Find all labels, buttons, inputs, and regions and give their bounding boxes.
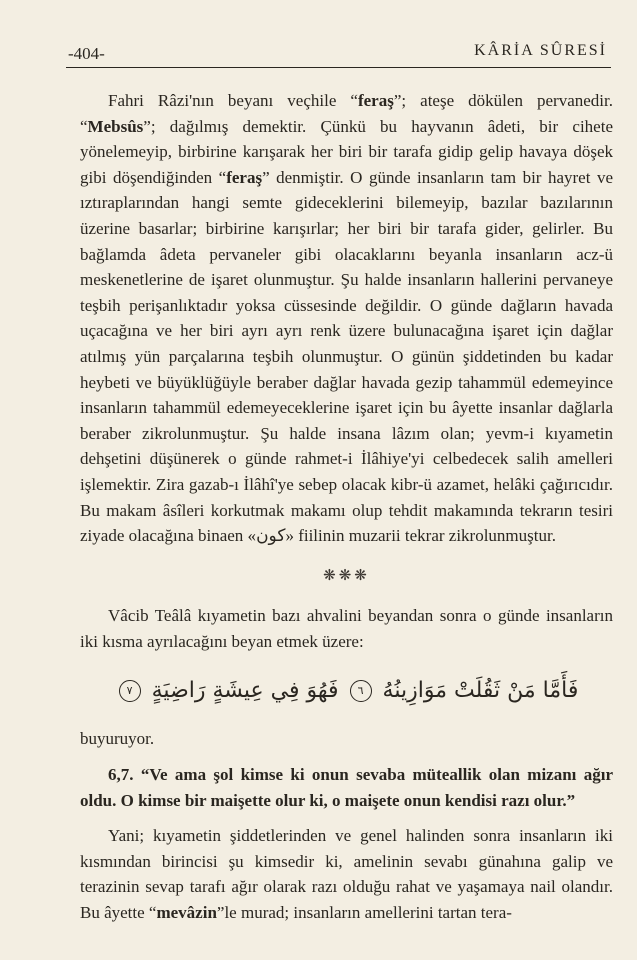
text-run: ”; dağılmış demektir. Çünkü bu hayvanın âdeti, bir cihete yönelemeyip, birbirine karışarak her biri bir tarafa gidip gelip havaya döşek gibi döşendiğinden “ bbox=[80, 116, 613, 187]
bold-term: mevâzin bbox=[156, 903, 217, 923]
page-header bbox=[0, 0, 637, 80]
paragraph-1 bbox=[80, 88, 613, 550]
arabic-word: كون bbox=[256, 526, 286, 547]
page-body bbox=[80, 88, 613, 926]
verse-translation: 6,7. “Ve ama şol kimse ki onun sevaba müteallik olan mizanı ağır oldu. O kimse bir maişette olur ki, o maişete onun kendisi razı olur.” bbox=[80, 765, 613, 810]
page-number: -404- bbox=[68, 44, 105, 63]
bold-term: feraş bbox=[357, 91, 394, 110]
section-separator: ❋❋❋ bbox=[323, 567, 370, 584]
bold-term: Mebsûs bbox=[87, 116, 144, 136]
text-run: Fahri Râzi'nın beyanı veçhile “ bbox=[108, 91, 358, 110]
ayah-number-mark: ٦ bbox=[350, 680, 372, 702]
text-run: » fiilinin muzarii tekrar zikrolunmuştur. bbox=[285, 526, 556, 546]
header-rule bbox=[66, 67, 611, 68]
paragraph-3 bbox=[80, 823, 613, 925]
running-title: KÂRİA SÛRESİ bbox=[474, 42, 607, 59]
verse-part-2: فَهُوَ فِي عِيشَةٍ رَاضِيَةٍ bbox=[151, 678, 339, 704]
verse-part-1: فَأَمَّا مَنْ ثَقُلَتْ مَوَازِينُهُ bbox=[382, 678, 579, 704]
arabic-verse bbox=[80, 672, 613, 710]
paragraph-2: Vâcib Teâlâ kıyametin bazı ahvalini beyandan sonra o günde insanların iki kısma ayrılacağını beyan etmek üzere: bbox=[80, 606, 613, 651]
after-verse-text: buyuruyor. bbox=[80, 729, 155, 749]
text-run: ”le murad; insanların amellerini tartan tera- bbox=[216, 903, 512, 923]
ayah-number-mark: ٧ bbox=[119, 680, 141, 702]
text-run: ”; ateşe dökülen pervanedir. “ bbox=[80, 91, 613, 136]
text-run: Yani; kıyametin şiddetlerinden ve genel halinden sonra insanların iki kısmından birincisi şu kimsedir ki, amelinin sevabı günahına galip ve terazinin sevap tarafı ağır olarak razı olduğu rahat ve yaşamaya nail olandır. Bu âyette “ bbox=[80, 826, 613, 923]
bold-term: feraş bbox=[226, 167, 263, 187]
text-run: ” denmiştir. O günde insanların tam bir hayret ve ıztıraplarından hangi semte gideceklerini bilemeyip, bazılar bazılarının üzerine basarlar; birbirine karışırlar; her biri bir tarafa gider, gelirler. Bu bağlamda âdeta pervaneler gibi olacaklarını beyanla insanların acz-ü meskenetlerine de işaret olunmuştur. Şu halde insanların hallerini pervaneye teşbih perişanlıktadır yoksa cüssesinde değildir. O günde dağların havada uçacağına ve her biri ayrı ayrı renk üzere bulunacağına işaret için dağlar atılmış yün parçalarına teşbih olunmuştur. O günün şiddetinden bu kadar heybeti ve büyüklüğüyle beraber dağlar havada gezip tahammül edemeyince insanların tahammül edemeyeceklerine işaret için bu âyette insanlar dağlarla beraber zikrolunmuştur. Şu halde insana lâzım olan; yevm-i kıyametin dehşetini düşünerek o günde rahmet-i İlâhiye'yi celbedecek salih amelleri işlemektir. Zira gazab-ı İlâhî'ye sebep olacak kibr-ü azamet, helâki çağırıcıdır. Bu makam âsîleri korkutmak makamı olup tehdit makamında tekrarın tesiri ziyade olacağına binaen « bbox=[80, 167, 614, 546]
